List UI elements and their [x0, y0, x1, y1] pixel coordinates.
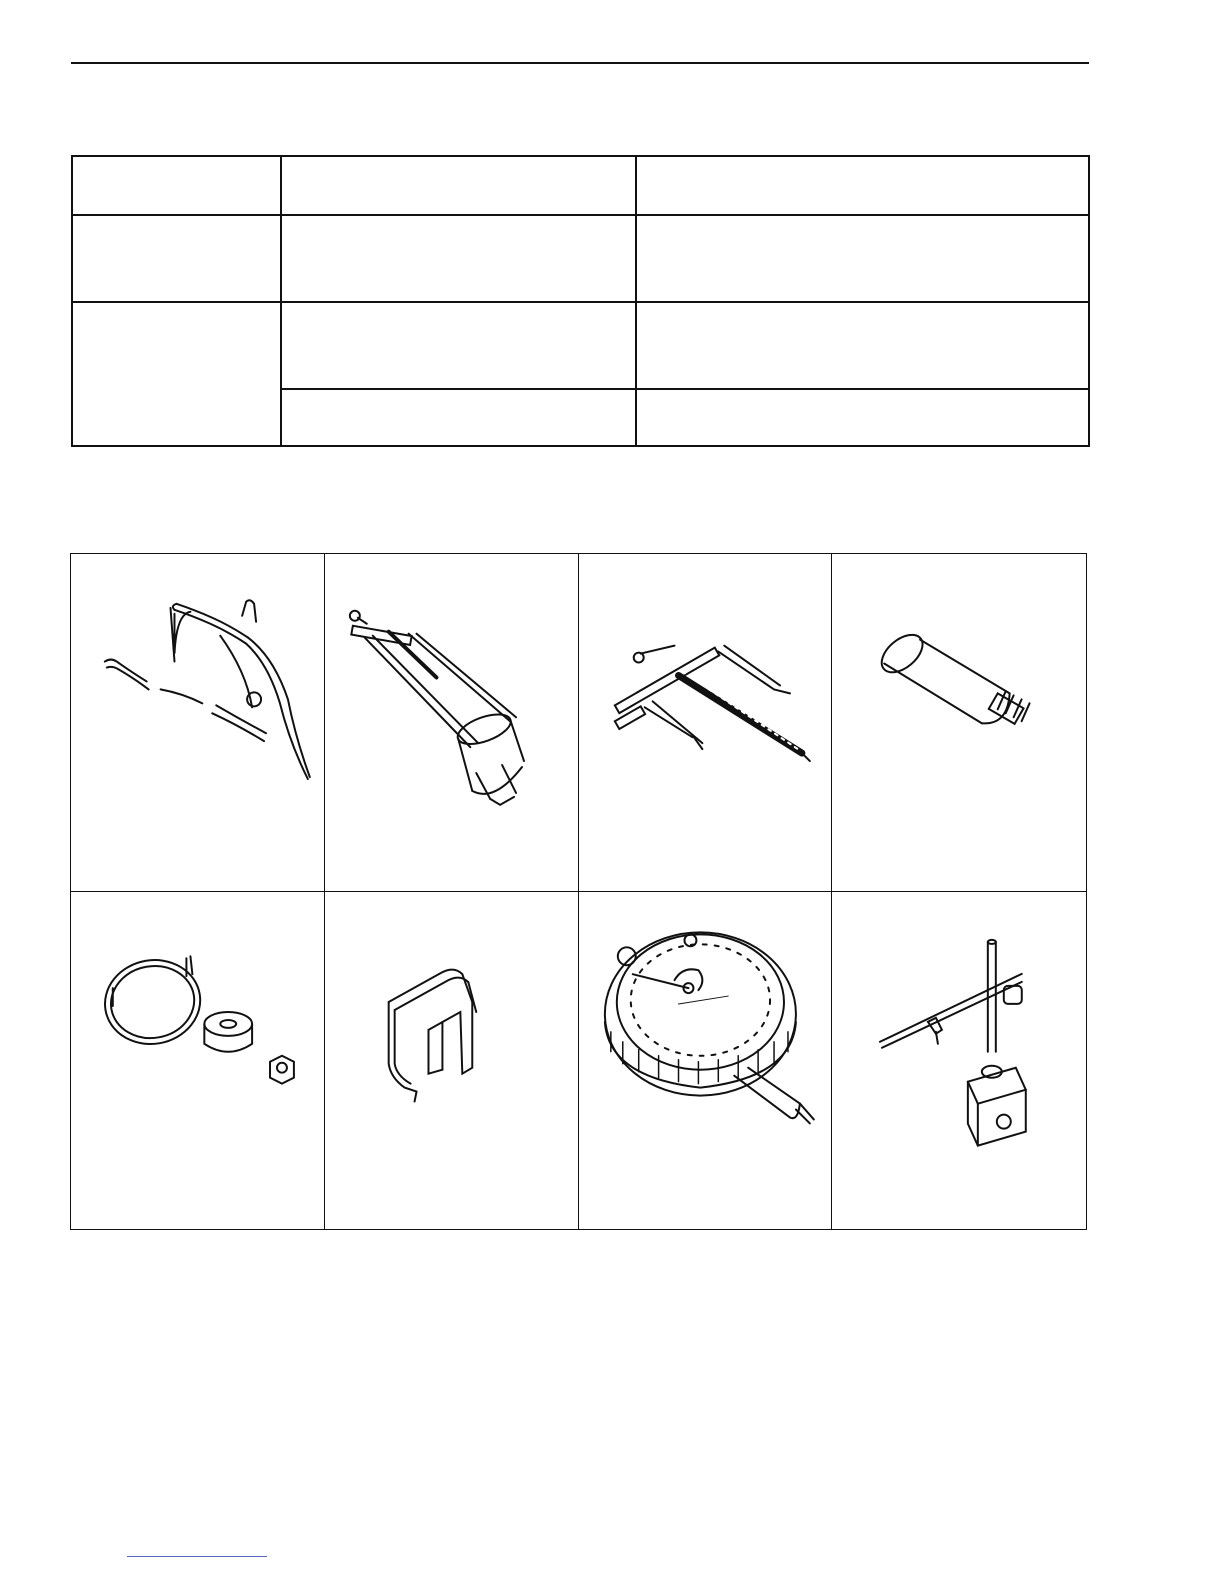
spec-table — [71, 155, 1090, 447]
table-cell — [281, 389, 636, 446]
ring-holder-set-icon — [71, 892, 324, 1230]
table-cell — [636, 302, 1089, 389]
tool-cell — [71, 892, 325, 1230]
tool-cell — [325, 892, 579, 1230]
tool-cell — [579, 554, 833, 892]
table-row — [72, 156, 1089, 215]
table-cell — [72, 156, 281, 215]
tool-cell — [71, 554, 325, 892]
table-cell — [281, 302, 636, 389]
bearing-puller-icon — [325, 554, 578, 891]
gear-puller-icon — [579, 554, 832, 891]
table-cell — [636, 215, 1089, 302]
cylindrical-adapter-icon — [832, 554, 1086, 891]
tool-cell — [325, 554, 579, 892]
magnetic-stand-icon — [832, 892, 1086, 1230]
snap-ring-pliers-icon — [71, 554, 324, 891]
tool-cell — [832, 554, 1086, 892]
table-row — [72, 302, 1089, 389]
table-cell — [636, 389, 1089, 446]
footer-link-underline — [127, 1556, 267, 1557]
table-row — [72, 215, 1089, 302]
table-cell — [636, 156, 1089, 215]
special-tools-grid — [70, 553, 1087, 1230]
tool-cell — [579, 892, 833, 1230]
table-cell — [72, 302, 281, 446]
dial-gauge-icon — [579, 892, 832, 1230]
table-cell — [281, 156, 636, 215]
table-cell — [281, 215, 636, 302]
header-rule — [71, 62, 1089, 64]
bracket-holder-icon — [325, 892, 578, 1230]
table-cell — [72, 215, 281, 302]
tool-cell — [832, 892, 1086, 1230]
